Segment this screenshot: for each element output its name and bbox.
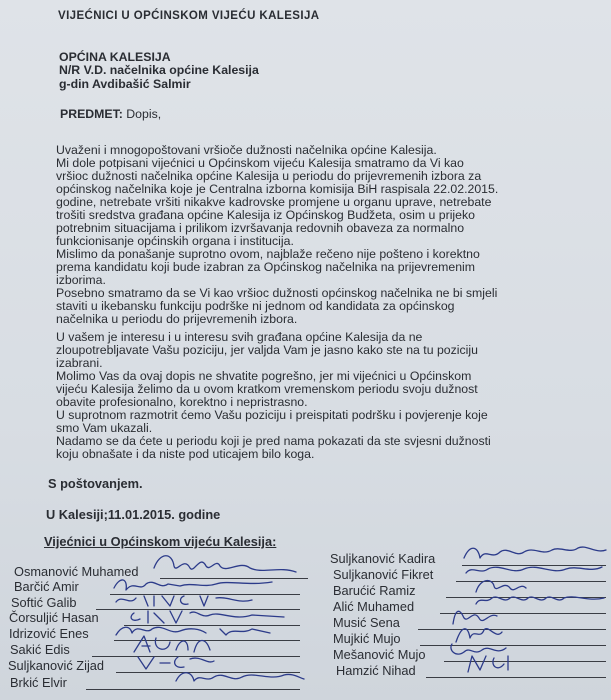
body-line: trošiti sredstva građana općine Kalesija iz Općinskog Budžeta, osim u prijeko [56,208,475,222]
body-line: Uvaženi i mnogopoštovani vršioče dužnosti načelnika općine Kalesija. [56,143,437,157]
addressee-name: g-din Avdibašić Salmir [59,77,191,91]
body-line: Posebno smatramo da se Vi kao vršioc dužnosti općinskog načelnika ne bi smjeli [56,286,498,300]
signatory-name: Musić Sena [333,615,400,630]
signatory-name: Suljkanović Fikret [333,567,434,582]
body-line: staviti u ikebansku funkciju podrške ni jednom od kandidata za općinskog [56,299,455,313]
signatory-name: Brkić Elvir [10,675,67,690]
signatory-name: Mešanović Mujo [333,647,426,662]
addressee-municipality: OPĆINA KALESIJA [59,50,171,64]
signatory-name: Suljkanović Zijad [8,658,105,673]
signature-line [426,677,606,678]
body-line: Mi dole potpisani vijećnici u Općinskom vijeću Kalesija smatramo da Vi kao [56,156,464,170]
body-line: funkcionisanje općinskih organa i institucija. [56,234,294,248]
signatory-name: Hamzić Nihad [336,663,416,678]
signatory-name: Softić Galib [11,595,77,610]
body-line: načelnika u periodu do prijevremenih izbora. [56,312,298,326]
body-line: U suprotnom razmotrit ćemo Vašu poziciju i preispitati podršku i povjerenje koje [56,408,488,422]
body-line: Mislimo da ponašanje suprotno ovom, najblaže rečeno nije pošteno i korektno [56,247,480,261]
signatory-name: Mujkić Mujo [333,631,401,646]
signatory-name: Čorsuljić Hasan [9,610,99,625]
subject-line [60,107,161,121]
body-line: Molimo Vas da ovaj dopis ne shvatite pogrešno, jer mi vijećnici u Općinskom [56,369,472,383]
closing-greeting: S poštovanjem. [48,476,143,491]
signatory-name: Barčić Amir [14,579,79,594]
signatories-heading: Vijećnici u Općinskom vijeću Kalesija: [44,534,277,549]
handwritten-signature [170,665,310,689]
body-line: izabrani. [56,356,103,370]
body-line: vršioc dužnosti načelnika općine Kalesija u periodu do prijevremenih izbora za [56,169,482,183]
signatory-name: Osmanović Muhamed [14,564,139,579]
body-line: godine, netrebate vršiti nikakve kadrovske promjene u organu uprave, netrebate [56,195,492,209]
body-line: prema kandidatu koji bude izabran za Općinskog načelnika na prijevremenim [56,260,476,274]
signatory-name: Alić Muhamed [333,599,415,614]
body-line: zloupotrebljavate Vašu poziciju, jer valjda Vam je jasno kako ste na tu poziciju [56,343,478,357]
signatory-name: Barućić Ramiz [333,583,416,598]
body-line: smo Vam ukazali. [56,421,153,435]
body-line: potrebnim situacijama i prilikom izvršavanja redovnih obaveza za normalno [56,221,465,235]
handwritten-signature [458,650,518,676]
body-line: općinskog načelnika koje je Centralna izborna komisija BiH raspisala 22.02.2015. [56,182,499,196]
body-line: koju obnašate i da niste pod uticajem bilo koga. [56,447,315,461]
body-line: U vašem je interesu i u interesu svih građana općine Kalesija da ne [56,330,423,344]
signatory-name: Sakić Edis [10,642,70,657]
body-line: vijeću Kalesija želimo da u ovom kratkom vremenskom periodu svoju dužnost [56,382,478,396]
signatory-name: Idrizović Enes [9,626,89,641]
addressee-office: N/R V.D. načelnika općine Kalesija [59,63,259,77]
place-date: U Kalesiji;11.01.2015. godine [46,507,221,522]
subject-value: Dopis, [126,107,162,121]
signatory-name: Suljkanović Kadira [330,551,436,566]
signature-line [86,689,300,690]
body-line: Nadamo se da ćete u periodu koji je pred nama pokazati da ste svjesni dužnosti [56,434,491,448]
body-line: obavite profesionalno, korektno i nepristrasno. [56,395,308,409]
letter-title: VIJEĆNICI U OPĆINSKOM VIJEĆU KALESIJA [58,10,320,22]
body-line: izborima. [56,273,106,287]
subject-label: PREDMET: [60,107,123,121]
